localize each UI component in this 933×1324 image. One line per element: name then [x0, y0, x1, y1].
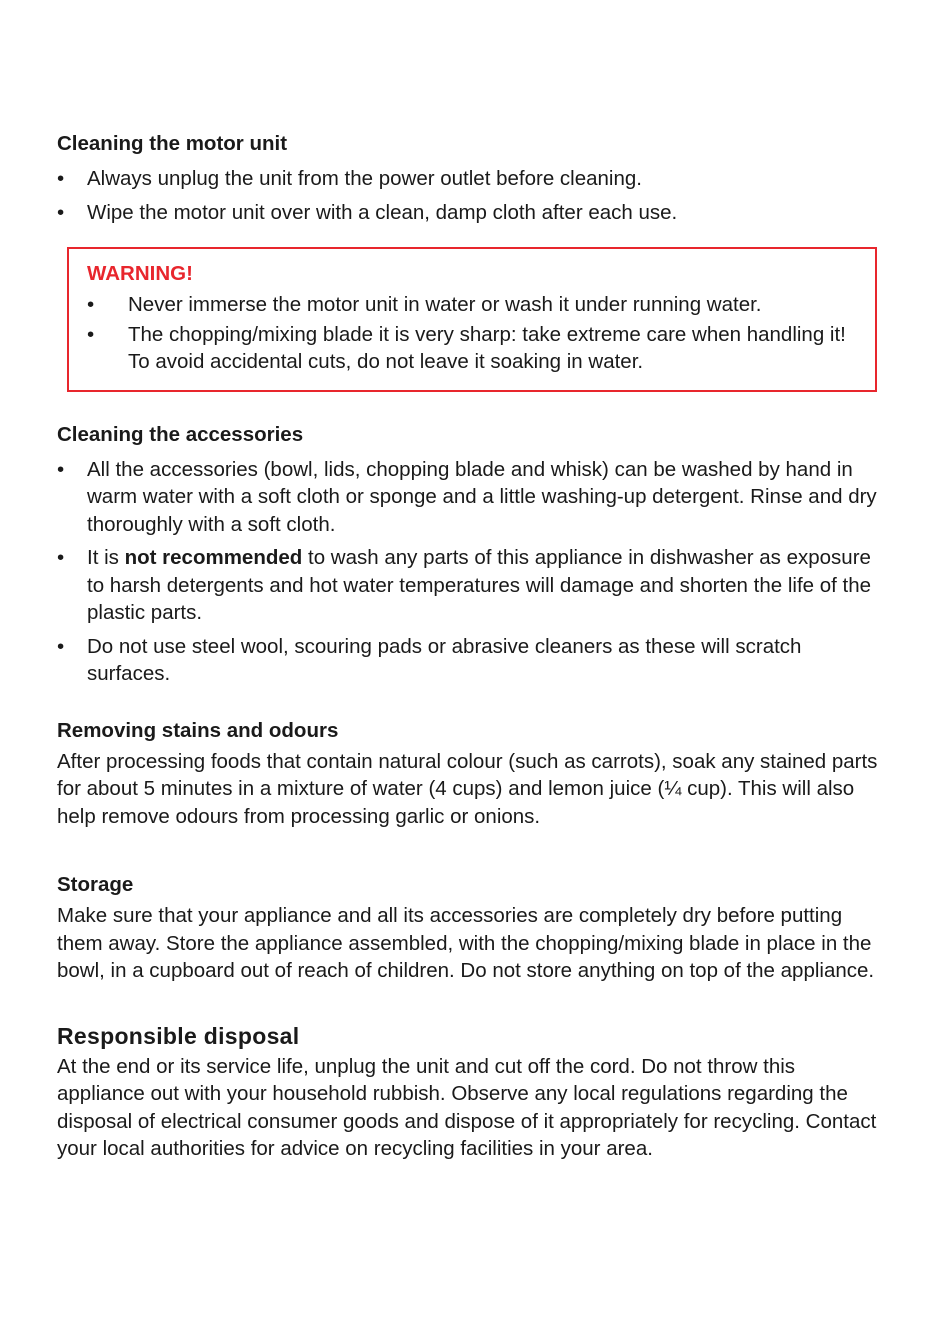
stains-body: After processing foods that contain natural colour (such as carrots), soak any stained parts for about 5 minutes in a mixture of water (4 cups) and lemon juice (¼ cup). This will also help remove odours from processing garlic or onions. — [57, 749, 878, 828]
heading-stains: Removing stains and odours — [57, 718, 339, 742]
heading-disposal: Responsible disposal — [57, 1022, 300, 1049]
heading-motor-unit: Cleaning the motor unit — [57, 132, 288, 155]
section-motor-unit — [57, 129, 879, 226]
warning-box — [67, 247, 877, 392]
motor-bullet-list — [57, 165, 879, 226]
section-stains — [57, 716, 879, 831]
bullet-icon: • — [57, 457, 65, 481]
warning-bullet-list — [87, 291, 857, 376]
bullet-icon: • — [57, 200, 65, 224]
bullet-icon: • — [57, 546, 65, 569]
section-disposal — [57, 1021, 879, 1163]
list-item: • All the accessories (bowl, lids, chopping blade and whisk) can be washed by hand in warm water with a soft cloth or sponge and a little washing-up detergent. Rinse and dry thoroughly with a soft cloth. — [57, 457, 877, 536]
heading-accessories: Cleaning the accessories — [57, 422, 304, 446]
disposal-body: At the end or its service life, unplug the unit and cut off the cord. Do not throw this appliance out with your household rubbish. Observe any local regulations regarding the disposal of electrical consumer goods and dispose of it appropriately for recycling. Contact your local authorities for advice on recycling facilities in your area. — [57, 1054, 877, 1160]
list-item: • The chopping/mixing blade it is very sharp: take extreme care when handling it! To avoid accidental cuts, do not leave it soaking in water. — [87, 322, 846, 373]
section-accessories — [57, 420, 879, 688]
list-item: • Never immerse the motor unit in water or wash it under running water. — [87, 291, 857, 319]
list-item: • It is not recommended to wash any parts of this appliance in dishwasher as exposure to harsh detergents and hot water temperatures will damage and shorten the life of the plastic parts. — [57, 546, 872, 624]
accessories-bullet-list — [57, 456, 879, 688]
heading-storage: Storage — [57, 873, 134, 896]
section-storage — [57, 870, 879, 985]
manual-page — [57, 129, 879, 1163]
list-item: • Wipe the motor unit over with a clean, damp cloth after each use. — [57, 199, 879, 227]
list-item: • Always unplug the unit from the power outlet before cleaning. — [57, 165, 879, 193]
bullet-icon: • — [57, 634, 65, 658]
bullet-icon: • — [87, 293, 95, 316]
bullet-icon: • — [87, 322, 95, 346]
list-item: • Do not use steel wool, scouring pads or abrasive cleaners as these will scratch surfaces. — [57, 634, 802, 685]
bullet-icon: • — [57, 167, 65, 190]
warning-heading: WARNING! — [87, 262, 193, 285]
storage-body: Make sure that your appliance and all its accessories are completely dry before putting them away. Store the appliance assembled, with the chopping/mixing blade in place in the bowl, in a cupboard out of reach of children. Do not store anything on top of the appliance. — [57, 904, 875, 982]
emphasis-not-recommended: not recommended — [124, 546, 303, 569]
